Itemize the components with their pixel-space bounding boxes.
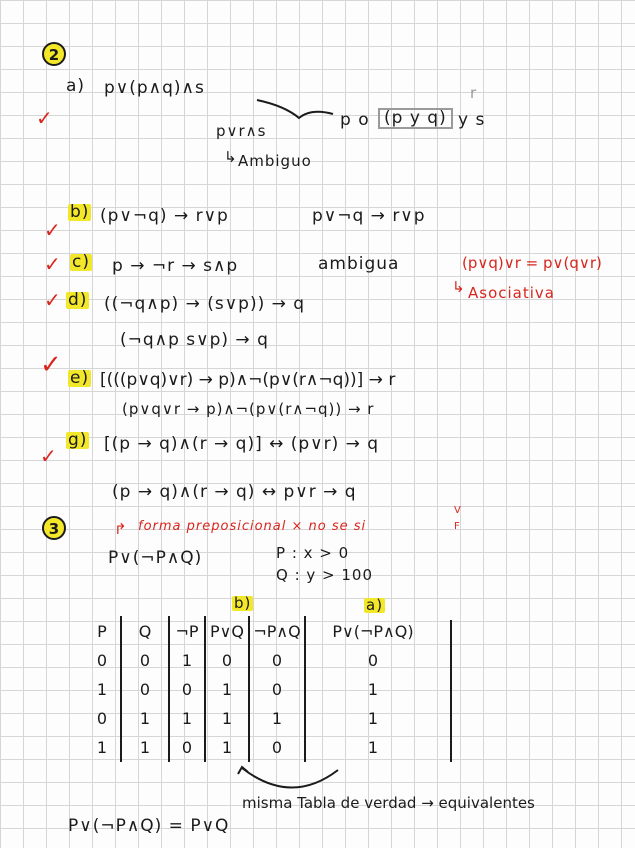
table-cell: 1 <box>367 738 379 757</box>
table-cell: 1 <box>205 733 249 762</box>
truth-table <box>84 616 440 762</box>
table-cell: 1 <box>84 733 121 762</box>
table-cell: 0 <box>249 646 305 675</box>
column-header: P <box>84 616 121 646</box>
item-a-right-post: y s <box>458 110 486 130</box>
table-cell: 1 <box>169 704 205 733</box>
conclusion-text: misma Tabla de verdad → equivalentes <box>242 794 535 812</box>
check-mark: ✓ <box>44 218 61 242</box>
table-cell: 0 <box>121 675 169 704</box>
table-cell: 0 <box>367 651 379 670</box>
item-a-right-box: (p y q) <box>378 108 453 129</box>
proposition-formula: P∨(¬P∧Q) <box>108 548 203 568</box>
table-cell: 1 <box>367 709 379 728</box>
exercise-3-number: 3 <box>42 516 66 540</box>
table-row <box>84 646 440 675</box>
check-mark: ✓ <box>40 444 57 468</box>
item-e-expression: [(((p∨q)∨r) → p)∧¬(p∨(r∧¬q))] → r <box>100 370 396 390</box>
table-cell: 0 <box>121 646 169 675</box>
truth-table-header <box>84 616 440 646</box>
table-row <box>84 675 440 704</box>
item-b-expression: (p∨¬q) → r∨p <box>100 206 229 226</box>
table-cell: 0 <box>84 704 121 733</box>
associative-expression: (p∨q)∨r = p∨(q∨r) <box>462 254 602 272</box>
item-e-alt-expression: (p∨q∨r → p)∧¬(p∨(r∧¬q)) → r <box>122 400 375 418</box>
equivalence-arc <box>236 764 346 796</box>
associative-bracket: ↳ <box>452 278 466 296</box>
margin-note: forma preposicional × no se si <box>138 519 367 534</box>
item-d-expression: ((¬q∧p) → (s∨p)) → q <box>104 294 306 314</box>
item-g-alt-expression: (p → q)∧(r → q) ↔ p∨r → q <box>112 482 357 502</box>
column-tag-b: b) <box>234 594 252 612</box>
column-header: ¬P∧Q <box>249 616 305 646</box>
table-end-line <box>450 620 452 762</box>
table-cell: 1 <box>84 675 121 704</box>
vf-note-f: F <box>454 521 461 532</box>
item-d-label: d) <box>68 290 88 310</box>
item-g-label: g) <box>68 430 88 450</box>
item-a-brace <box>255 96 335 126</box>
item-a-expression: p∨(p∧q)∧s <box>104 78 205 98</box>
column-header: P∨Q <box>205 616 249 646</box>
item-a-note: Ambiguo <box>238 152 312 170</box>
column-tag-a: a) <box>366 596 384 614</box>
table-row <box>84 733 440 762</box>
item-a-note-arrow: ↳ <box>224 148 238 166</box>
column-header: Q <box>121 616 169 646</box>
table-cell: 0 <box>169 733 205 762</box>
table-cell: 0 <box>205 646 249 675</box>
check-mark: ✓ <box>44 252 61 276</box>
p-definition: P : x > 0 <box>276 544 350 562</box>
vf-note-v: V <box>454 505 462 516</box>
item-a-tick: r <box>470 84 478 102</box>
item-c-label: c) <box>72 252 90 272</box>
column-header: ¬P <box>169 616 205 646</box>
table-row <box>84 704 440 733</box>
item-e-label: e) <box>70 368 90 388</box>
table-cell: 0 <box>169 675 205 704</box>
exercise-2-number: 2 <box>42 42 66 66</box>
item-c-expression: p → ¬r → s∧p <box>112 256 239 276</box>
item-a-right-pre: p o <box>340 110 370 130</box>
column-header: P∨(¬P∧Q) <box>332 621 414 641</box>
table-cell: 1 <box>121 733 169 762</box>
table-cell: 1 <box>249 704 305 733</box>
table-cell: 1 <box>367 680 379 699</box>
table-cell: 1 <box>205 704 249 733</box>
item-b-label: b) <box>70 202 90 222</box>
check-mark: ✓ <box>44 288 61 312</box>
table-cell: 0 <box>249 733 305 762</box>
q-definition: Q : y > 100 <box>276 566 374 584</box>
associative-label: Asociativa <box>468 284 555 302</box>
table-cell: 0 <box>249 675 305 704</box>
item-c-note: ambigua <box>318 254 400 274</box>
final-equivalence: P∨(¬P∧Q) = P∨Q <box>68 816 230 836</box>
table-cell: 1 <box>121 704 169 733</box>
table-cell: 0 <box>84 646 121 675</box>
check-mark: ✓ <box>40 350 62 380</box>
table-cell: 1 <box>169 646 205 675</box>
item-a-label: a) <box>66 76 86 96</box>
table-cell: 1 <box>205 675 249 704</box>
item-d-alt-expression: (¬q∧p s∨p) → q <box>120 330 269 350</box>
item-g-expression: [(p → q)∧(r → q)] ↔ (p∨r) → q <box>104 434 380 454</box>
item-b-alt-expression: p∨¬q → r∨p <box>312 206 426 226</box>
item-a-alt-expression: p∨r∧s <box>216 122 267 140</box>
margin-note-arrow: ↱ <box>114 520 128 538</box>
check-mark: ✓ <box>36 106 53 130</box>
